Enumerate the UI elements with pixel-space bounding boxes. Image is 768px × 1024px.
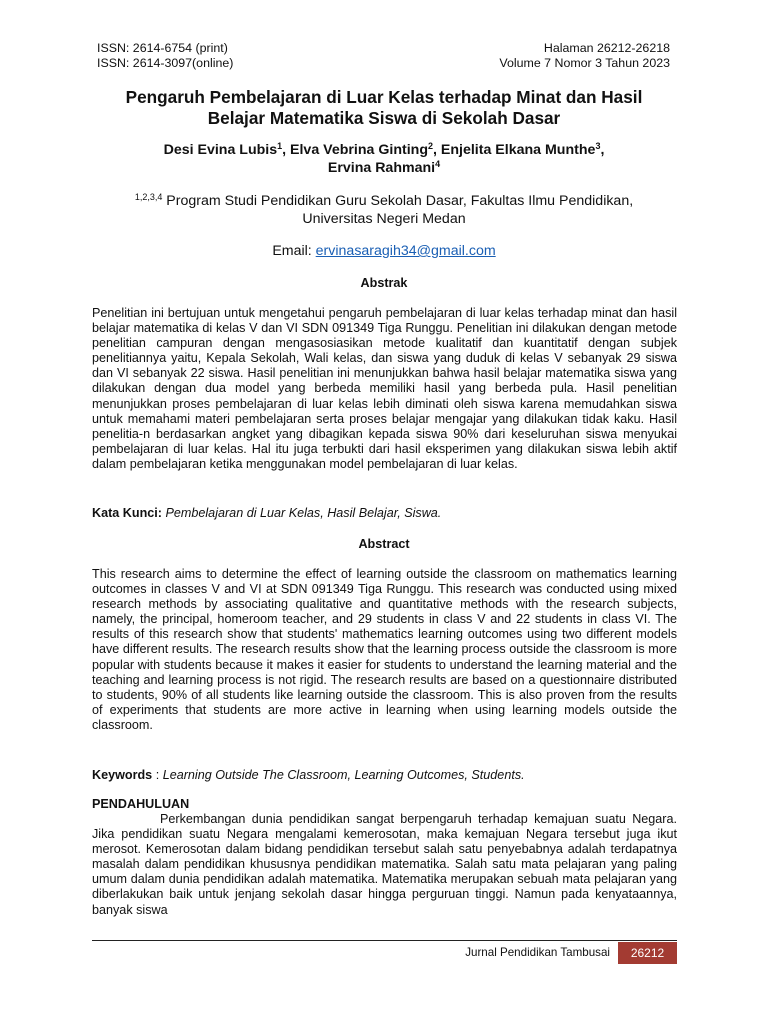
affiliation-line-2: Universitas Negeri Medan [302, 211, 466, 227]
pendahuluan-text: Perkembangan dunia pendidikan sangat berpengaruh terhadap kemajuan suatu Negara. Jika pendidikan suatu Negara mengalami kemerosotan, maka kemajuan Negara tersebut juga ikut merosot. Kemerosotan dalam bidang pendidikan tersebut salah satu penyebabnya adalah terdapatnya masalah dalam pendidikan khususnya pendidikan matematika. Salah satu mata pelajaran yang paling umum dalam dunia pendidikan adalah matematika. Matematika merupakan sebuah mata pelajaran yang diberlakukan baik untuk jenjang sekolah dasar hingga perguruan tinggi. Namun pada kenyataannya, banyak siswa [92, 812, 677, 917]
page-range: Halaman 26212-26218 [543, 41, 670, 55]
author-name: Ervina Rahmani [327, 160, 436, 176]
issn-print: ISSN: 2614-6754 (print) [97, 41, 228, 55]
author-name: Elva Vebrina Ginting [290, 142, 428, 158]
author-name: Enjelita Elkana Munthe [440, 142, 596, 158]
author-list: Desi Evina Lubis$^1$, Elva Vebrina Ginting$^2$, Enjelita Elkana Munthe$^3$, Ervina Rahmani$^4$ [163, 141, 605, 176]
volume-block [499, 41, 670, 71]
email-link[interactable]: ervinasaragih34@gmail.com [315, 243, 496, 259]
affiliation-sup: 1,2,3,4 [134, 192, 163, 202]
author-sup: 1 [277, 141, 283, 151]
issn-online: ISSN: 2614-3097(online) [97, 56, 234, 70]
author-sup: 3 [595, 141, 601, 151]
affiliation [60, 192, 708, 228]
keywords: Keywords : Learning Outside The Classroom, Learning Outcomes, Students. [92, 768, 525, 782]
keywords-text: Learning Outside The Classroom, Learning Outcomes, Students. [162, 768, 525, 782]
paper-title [60, 87, 708, 129]
email-label: Email: [272, 243, 316, 259]
issn-block [97, 41, 233, 71]
abstract-text: This research aims to determine the effect of learning outside the classroom on mathematics learning outcomes in classes V and VI at SDN 091349 Tiga Runggu. This research was conducted using mixed research methods by associating qualitative and quantitative methods with the research subjects, namely, the principal, homeroom teacher, and 29 students in class V and 22 students in class VI. The results of this research show that students' mathematics learning outcomes using two different models have different results. The research results show that the learning process outside the classroom is more popular with students because it makes it easier for students to understand the learning material and the teaching and learning process is not rigid. The research results are based on a questionnaire distributed to students, 90% of all students like learning outside the classroom. This is also proven from the results of experiments that students are more active in learning when using learning models outside the classroom. [92, 567, 677, 732]
email-line [60, 242, 708, 260]
affiliation-line-1: Program Studi Pendidikan Guru Sekolah Dasar, Fakultas Ilmu Pendidikan, [162, 193, 634, 209]
kata-kunci [92, 505, 677, 521]
pendahuluan-heading: PENDAHULUAN [92, 797, 190, 811]
kata-kunci-label: Kata Kunci: [92, 506, 162, 520]
author-name: Desi Evina Lubis [163, 142, 278, 158]
volume-info: Volume 7 Nomor 3 Tahun 2023 [499, 56, 670, 70]
abstract-heading: Abstract [358, 537, 410, 551]
footer-page-number: 26212 [618, 942, 677, 964]
abstrak-heading: Abstrak [360, 276, 408, 290]
kata-kunci-text: Pembelajaran di Luar Kelas, Hasil Belajar, Siswa. [165, 506, 442, 520]
paper-title-line-2: Belajar Matematika Siswa di Sekolah Dasar [207, 108, 561, 128]
abstrak-text: Penelitian ini bertujuan untuk mengetahui pengaruh pembelajaran di luar kelas terhadap minat dan hasil belajar matematika di kelas V dan VI SDN 091349 Tiga Runggu. Penelitian ini dilakukan dengan metode penelitian campuran dengan mengasosiasikan metode kualitatif dan kuantitatif dengan subjek penelitiannya yaitu, Kepala Sekolah, Wali kelas, dan siswa yang duduk di kelas V sebanyak 29 siswa dan VI sebanyak 22 siswa. Hasil penelitian ini menunjukkan bahwa hasil belajar matematika siswa yang dilakukan dengan dua model yang berbeda memiliki hasil yang berbeda pula. Hasil penelitian menunjukkan proses pembelajaran di luar kelas lebih diminati oleh siswa karena memudahkan siswa untuk memahami materi pembelajaran serta proses belajar mengajar yang dilakukan tidak kaku. Hasil penelitia-n berdasarkan angket yang dibagikan kepada siswa 90% dari keseluruhan siswa menyukai pembelajaran di luar kelas. Hal itu juga terbukti dari hasil eksperimen yang dilakukan siswa lebih aktif dalam pembelajaran ketika menggunakan model pembelajaran di luar kelas. [92, 306, 677, 471]
author-sup: 2 [428, 141, 434, 151]
paper-title-line-1: Pengaruh Pembelajaran di Luar Kelas terhadap Minat dan Hasil [125, 87, 643, 107]
footer-journal-name: Jurnal Pendidikan Tambusai [465, 946, 610, 959]
keywords-label: Keywords [92, 768, 153, 782]
author-sup: 4 [435, 159, 441, 169]
footer-divider [92, 940, 677, 941]
